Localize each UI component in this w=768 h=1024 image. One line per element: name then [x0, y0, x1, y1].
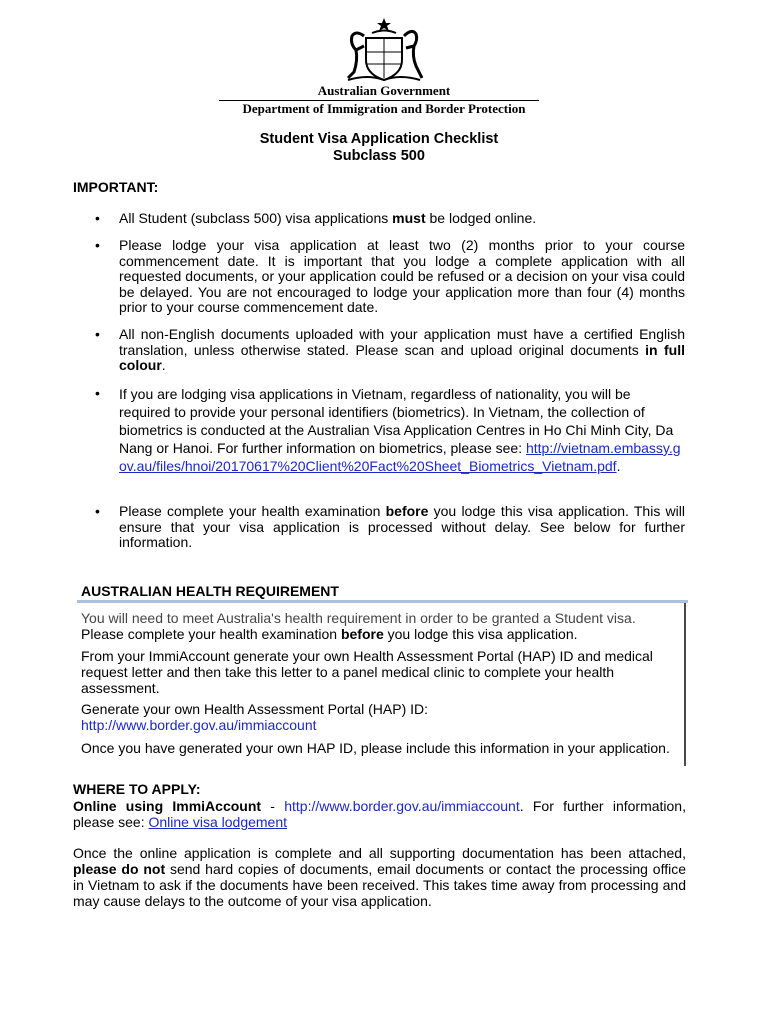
- biometrics-link[interactable]: http://vietnam.embassy.gov.au/files/hnoi/20170617%20Client%20Fact%20Sheet_Biometrics_Vietnam.pdf: [119, 440, 681, 474]
- health-heading: AUSTRALIAN HEALTH REQUIREMENT: [81, 583, 339, 599]
- online-visa-lodgement-link[interactable]: Online visa lodgement: [148, 814, 288, 830]
- health-paragraph-3: From your ImmiAccount generate your own Health Assessment Portal (HAP) ID and medical request letter and then take this letter to a panel medical clinic to complete your health assessment.: [81, 648, 653, 696]
- important-item-3: All non-English documents uploaded with your application must have a certified English translation, unless otherwise stated. Please scan and upload original documents in full colour.: [119, 326, 685, 373]
- important-item-2: Please lodge your visa application at least two (2) months prior to your course commencement date. It is important that you lodge a complete application with all requested documents, or your application could be refused or a decision on your visa could be delayed. You are not encouraged to lodge your application more than four (4) months prior to your course commencement date.: [119, 237, 685, 315]
- important-item-4: If you are lodging visa applications in Vietnam, regardless of nationality, you will be required to provide your personal identifiers (biometrics). In Vietnam, the collection of biometrics is conducted at the Australian Visa Application Centres in Ho Chi Minh City, Da Nang or Hanoi. For further information on biometrics, please see: http://vietnam.embassy.gov.au/files/hnoi/20170617%20Client%20Fact%20Sheet_Biometrics_Vietnam.pdf.: [119, 386, 681, 474]
- where-heading: WHERE TO APPLY:: [73, 781, 201, 797]
- important-item-1: All Student (subclass 500) visa applications must be lodged online.: [119, 210, 537, 226]
- important-item-5: Please complete your health examination before you lodge this visa application. This will ensure that your visa application is processed without delay. See below for further information.: [119, 503, 685, 550]
- government-name: Australian Government: [317, 83, 451, 98]
- health-paragraph-1: You will need to meet Australia's health requirement in order to be granted a Student visa.: [81, 610, 636, 626]
- department-name: Department of Immigration and Border Protection: [242, 101, 526, 116]
- bullet-icon: •: [95, 210, 100, 226]
- where-paragraph-2: Once the online application is complete and all supporting documentation has been attached, please do not send hard copies of documents, email documents or contact the processing office in Vietnam to ask if the documents have been received. This takes time away from processing and may cause delays to the outcome of your visa application.: [73, 845, 687, 909]
- health-paragraph-2: Please complete your health examination before you lodge this visa application.: [81, 626, 578, 642]
- important-heading: IMPORTANT:: [73, 179, 159, 195]
- bullet-icon: •: [95, 385, 100, 401]
- health-paragraph-4: Generate your own Health Assessment Portal (HAP) ID:: [81, 701, 429, 717]
- bullet-icon: •: [95, 326, 100, 342]
- page-subtitle: Subclass 500: [333, 148, 425, 164]
- coat-of-arms-logo: [328, 16, 440, 86]
- immiaccount-link[interactable]: http://www.border.gov.au/immiaccount: [284, 798, 520, 814]
- hap-link[interactable]: http://www.border.gov.au/immiaccount: [81, 717, 317, 733]
- page-title: Student Visa Application Checklist: [259, 131, 499, 147]
- where-paragraph-1: Online using ImmiAccount - http://www.border.gov.au/immiaccount. For further information, please see: Online visa lodgement: [73, 798, 686, 830]
- bullet-icon: •: [95, 503, 100, 519]
- bullet-icon: •: [95, 237, 100, 253]
- health-paragraph-5: Once you have generated your own HAP ID, please include this information in your application.: [81, 740, 670, 756]
- health-box-top-border: [77, 600, 688, 603]
